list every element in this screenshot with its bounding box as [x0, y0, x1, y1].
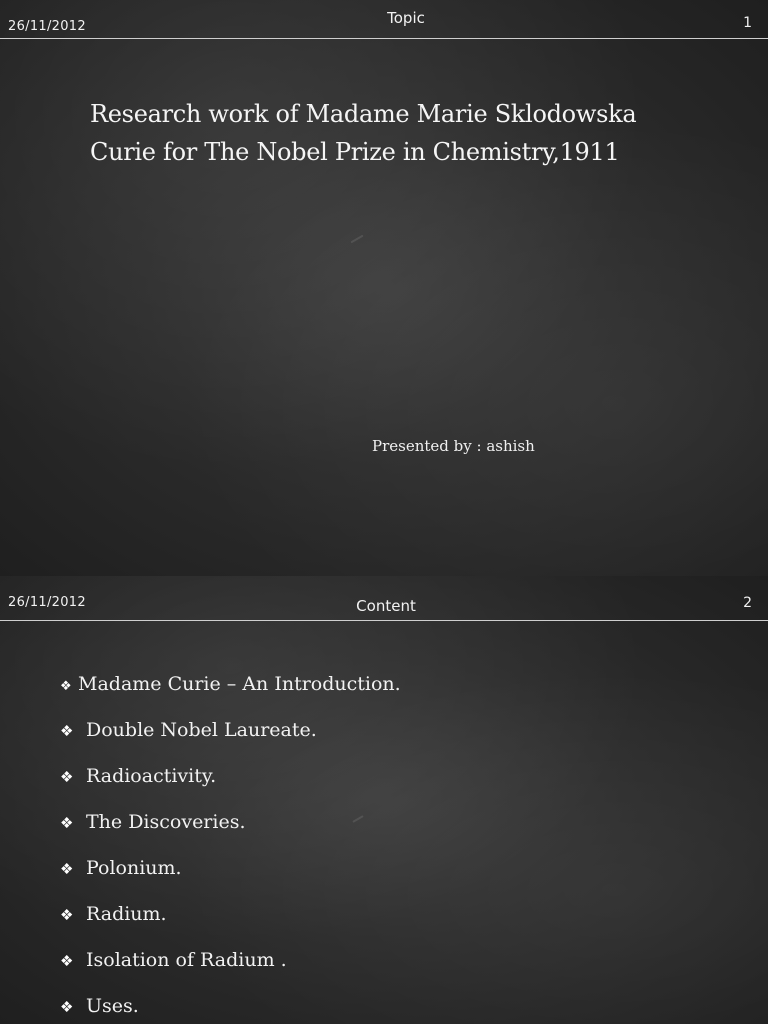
slide-number: 1 — [743, 15, 752, 31]
list-item — [60, 990, 401, 1024]
slide-date: 26/11/2012 — [8, 595, 86, 610]
list-item-label: Radioactivity. — [86, 765, 217, 787]
slide-topic: Content — [356, 597, 416, 615]
diamond-bullet-icon: ❖ — [60, 768, 74, 786]
list-item — [60, 852, 401, 898]
list-item — [60, 760, 401, 806]
slide-number: 2 — [743, 595, 752, 611]
list-item-label: Isolation of Radium . — [86, 949, 287, 971]
slide-title — [90, 95, 710, 171]
slide-date: 26/11/2012 — [8, 19, 86, 34]
slide-header — [0, 0, 768, 39]
diamond-bullet-icon: ❖ — [60, 906, 74, 924]
diamond-bullet-icon: ❖ — [60, 814, 74, 832]
list-item — [60, 806, 401, 852]
list-item — [60, 944, 401, 990]
list-item-label: Madame Curie – An Introduction. — [78, 673, 401, 695]
title-line-2: Curie for The Nobel Prize in Chemistry,1911 — [90, 138, 620, 166]
list-item — [60, 668, 401, 714]
list-item-label: Polonium. — [86, 857, 182, 879]
list-item — [60, 898, 401, 944]
diamond-bullet-icon: ❖ — [60, 998, 74, 1016]
list-item-label: Uses. — [86, 995, 139, 1017]
slide-header — [0, 576, 768, 621]
list-item-label: Double Nobel Laureate. — [86, 719, 317, 741]
diamond-bullet-icon: ❖ — [60, 952, 74, 970]
slide-2 — [0, 576, 768, 1024]
content-list — [60, 668, 401, 1024]
diamond-bullet-icon: ❖ — [60, 860, 74, 878]
diamond-bullet-icon: ❖ — [60, 722, 74, 740]
presenter-label: Presented by : ashish — [372, 437, 535, 455]
title-line-1: Research work of Madame Marie Sklodowska — [90, 100, 637, 128]
list-item-label: The Discoveries. — [86, 811, 246, 833]
diamond-bullet-icon: ❖ — [60, 679, 72, 694]
list-item — [60, 714, 401, 760]
chalk-mark — [350, 235, 363, 244]
list-item-label: Radium. — [86, 903, 167, 925]
slide-topic: Topic — [387, 9, 425, 27]
